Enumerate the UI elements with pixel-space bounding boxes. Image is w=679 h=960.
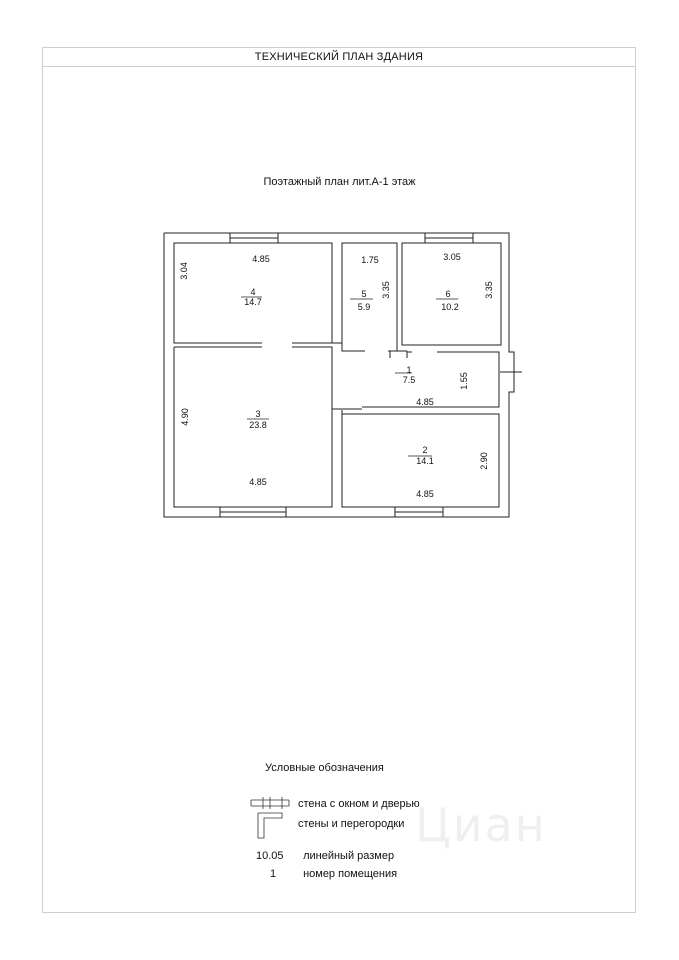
entrance-door — [500, 355, 522, 390]
room-1-height: 1.55 — [459, 372, 469, 390]
room-6-number: 6 — [445, 289, 451, 299]
windows — [220, 233, 473, 517]
room-2-area: 14.1 — [416, 456, 434, 466]
legend-symbol: 10.05 — [256, 850, 284, 862]
room-5-area: 5.9 — [357, 302, 371, 312]
sheet-title: ТЕХНИЧЕСКИЙ ПЛАН ЗДАНИЯ — [43, 48, 635, 67]
room-4-area: 14.7 — [244, 297, 262, 307]
room-4-height: 3.04 — [179, 262, 189, 280]
room-4-number: 4 — [250, 287, 256, 297]
partitions — [332, 343, 407, 507]
room-number-lines — [241, 297, 458, 456]
legend-item-walls — [298, 818, 404, 830]
watermark-logo: Циан — [415, 798, 547, 852]
legend-title: Условные обозначения — [265, 762, 384, 774]
room-4-width: 4.85 — [252, 254, 270, 264]
room-3-area: 23.8 — [249, 420, 267, 430]
room-1-area: 7.5 — [402, 375, 416, 385]
room-2-number: 2 — [422, 445, 428, 455]
room-6-width: 3.05 — [443, 252, 461, 262]
legend-item-dimension — [256, 850, 394, 862]
legend-item-wall-window-door — [298, 798, 420, 810]
room-3-height: 4.90 — [180, 408, 190, 426]
legend-item-room-number — [270, 868, 397, 880]
room-2-height: 2.90 — [479, 452, 489, 470]
room-5-height: 3.35 — [381, 281, 391, 299]
room-5-number: 5 — [361, 289, 367, 299]
legend-label: стена с окном и дверью — [298, 798, 420, 810]
room-1-width: 4.85 — [416, 397, 434, 407]
room-5-width: 1.75 — [361, 255, 379, 265]
legend-walls-partitions-symbol — [258, 813, 282, 838]
room-1-number: 1 — [406, 365, 412, 375]
room-2-width: 4.85 — [416, 489, 434, 499]
legend-label: номер помещения — [303, 868, 398, 880]
legend-label: линейный размер — [303, 850, 395, 862]
legend-label: стены и перегородки — [298, 818, 405, 830]
room-6-height: 3.35 — [484, 281, 494, 299]
room-3-number: 3 — [255, 409, 261, 419]
legend-wall-window-door-symbol — [251, 797, 289, 809]
room-3-width: 4.85 — [249, 477, 267, 487]
legend-symbol: 1 — [270, 868, 277, 880]
room-6-area: 10.2 — [441, 302, 459, 312]
plan-subtitle: Поэтажный план лит.А-1 этаж — [263, 176, 416, 188]
